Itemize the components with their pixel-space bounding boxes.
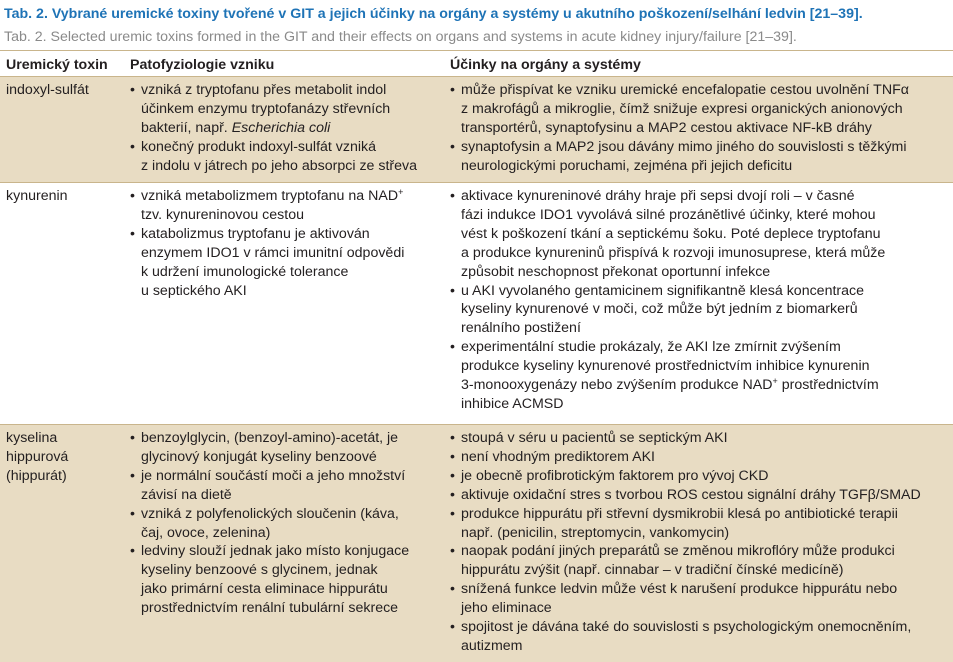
list-item-line: glycinový konjugát kyseliny benzoové [141, 448, 377, 465]
list-item-line: • naopak podání jiných preparátů se změnou mikroflóry může produkci [461, 543, 895, 560]
list-item [450, 486, 950, 505]
effects-list [450, 81, 950, 176]
table-title-english: Tab. 2. Selected uremic toxins formed in the GIT and their effects on organs and systems in acute kidney injury/failure [21–39]. [4, 29, 797, 45]
list-item-line: transportérů, synaptofysinu a MAP2 cestou aktivace NF-kB dráhy [461, 119, 872, 136]
list-item-line: z indolu v játrech po jeho absorpci ze střeva [141, 157, 418, 174]
list-item-line: jako primární cesta eliminace hippurátu [141, 581, 388, 598]
list-item-line: • aktivace kynureninové dráhy hraje při sepsi dvojí roli – v časné [461, 188, 855, 204]
list-item-line: hippurátu zvýšit (např. cinnabar – v tradiční čínské medicíně) [461, 562, 844, 579]
list-item-line: • u AKI vyvolaného gentamicinem signifikantně klesá koncentrace [461, 282, 864, 299]
list-item [130, 505, 442, 543]
list-item-line: • aktivuje oxidační stres s tvorbou ROS cestou signální dráhy TGFβ/SMAD [461, 486, 921, 503]
list-item-line: renálního postižení [461, 320, 581, 337]
list-item-line: z makrofágů a mikroglie, čímž snižuje expresi organických anionových [461, 100, 903, 117]
list-item-line: např. (penicilin, streptomycin, vankomycin) [461, 524, 730, 541]
toxin-name-line: indoxyl-sulfát [6, 82, 89, 98]
toxin-name [6, 81, 122, 100]
toxin-name-line: kyselina [6, 430, 58, 446]
list-item-line: enzymem IDO1 v rámci imunitní odpovědi [141, 244, 405, 261]
list-item [450, 81, 950, 138]
list-item [130, 138, 442, 176]
list-item [130, 467, 442, 505]
list-item-line: produkce kyseliny kynurenové prostřednictvím inhibice kynurenin [461, 358, 870, 375]
list-item-line: • konečný produkt indoxyl-sulfát vzniká [141, 138, 377, 155]
list-item-line: autizmem [461, 637, 523, 654]
list-item [450, 542, 950, 580]
list-item-line: bakterií, např. Escherichia coli [141, 119, 331, 136]
list-item-line: neurologickými poruchami, zejména při jejich deficitu [461, 157, 793, 174]
table-title-czech: Tab. 2. Vybrané uremické toxiny tvořené v GIT a jejich účinky na orgány a systémy u akutního poškození/selhání ledvin [21–39]. [4, 6, 863, 22]
list-item-line: čaj, ovoce, zelenina) [141, 524, 271, 541]
list-item-line: a produkce kynureninů přispívá k rozvoji imunosuprese, která může [461, 244, 886, 261]
list-item [130, 187, 442, 225]
list-item-line: fázi indukce IDO1 vyvolává silné prozánětlivé účinky, které mohou [461, 206, 876, 223]
list-item-line: způsobit neschopnost překonat oportunní infekce [461, 263, 771, 280]
effects-list [450, 429, 950, 656]
effects-cell [450, 81, 950, 176]
list-item-line: • benzoylglycin, (benzoyl-amino)-acetát, je [141, 430, 399, 446]
list-item-line: • může přispívat ke vzniku uremické encefalopatie cestou uvolnění TNFα [461, 82, 909, 98]
list-item-line: inhibice ACMSD [461, 395, 564, 412]
list-item [130, 81, 442, 138]
list-item-line: účinkem enzymu tryptofanázy střevních [141, 100, 391, 117]
effects-list [450, 187, 950, 414]
effects-cell [450, 187, 950, 414]
list-item-line: • stoupá v séru u pacientů se septickým AKI [461, 430, 728, 446]
list-item-line: • produkce hippurátu při střevní dysmikrobii klesá po antibiotické terapii [461, 505, 898, 522]
list-item-line: • vzniká z polyfenolických sloučenin (káva, [141, 505, 399, 522]
list-item [450, 429, 950, 448]
list-item [450, 448, 950, 467]
list-item-line: • katabolizmus tryptofanu je aktivován [141, 225, 370, 242]
list-item-line: prostřednictvím renální tubulární sekrece [141, 600, 399, 617]
list-item [450, 187, 950, 282]
list-item-line: jeho eliminace [461, 600, 552, 617]
list-item-line: • vzniká metabolizmem tryptofanu na NAD+ [141, 187, 404, 204]
pathophysiology-list [130, 429, 442, 618]
list-item-line: vést k poškození tkání a septickému šoku. Poté deplece tryptofanu [461, 225, 881, 242]
pathophysiology-list [130, 187, 442, 300]
list-item-line: • ledviny slouží jednak jako místo konjugace [141, 543, 410, 560]
col-header-effects: Účinky na orgány a systémy [450, 57, 641, 73]
list-item [130, 542, 442, 618]
list-item-line: kyseliny kynurenové v moči, což může být jedním z biomarkerů [461, 301, 858, 318]
list-item [450, 338, 950, 414]
toxin-name [6, 187, 122, 206]
col-header-pathophysiology: Patofyziologie vzniku [130, 57, 275, 73]
list-item [450, 282, 950, 339]
list-item-line: • vzniká z tryptofanu přes metabolit indol [141, 82, 387, 98]
list-item-line: u septického AKI [141, 282, 247, 299]
toxin-name-line: (hippurát) [6, 467, 67, 484]
list-item [450, 505, 950, 543]
list-item [130, 429, 442, 467]
list-item [450, 580, 950, 618]
pathophysiology-list [130, 81, 442, 176]
pathophysiology-cell [130, 187, 442, 300]
pathophysiology-cell [130, 81, 442, 176]
list-item [450, 467, 950, 486]
list-item-line: k udržení imunologické tolerance [141, 263, 349, 280]
toxin-name [6, 429, 122, 486]
list-item [130, 225, 442, 301]
toxin-name-line: kynurenin [6, 188, 68, 204]
header-divider [0, 50, 953, 51]
list-item-line: • je normální součástí moči a jeho množství [141, 467, 406, 484]
list-item-line: • spojitost je dávána také do souvislosti s psychologickým onemocněním, [461, 619, 912, 636]
list-item-line: kyseliny benzoové s glycinem, jednak [141, 562, 378, 579]
list-item [450, 138, 950, 176]
list-item-line: tzv. kynureninovou cestou [141, 206, 304, 223]
list-item-line: • experimentální studie prokázaly, že AKI lze zmírnit zvýšením [461, 339, 841, 356]
col-header-toxin: Uremický toxin [6, 57, 108, 73]
list-item-line: • je obecně profibrotickým faktorem pro vývoj CKD [461, 467, 769, 484]
effects-cell [450, 429, 950, 656]
list-item-line: • snížená funkce ledvin může vést k narušení produkce hippurátu nebo [461, 581, 898, 598]
list-item-line: závisí na dietě [141, 486, 232, 503]
toxin-name-line: hippurová [6, 448, 69, 465]
list-item-line: • synaptofysin a MAP2 jsou dávány mimo jiného do souvislosti s těžkými [461, 138, 907, 155]
list-item-line: • není vhodným prediktorem AKI [461, 448, 655, 465]
pathophysiology-cell [130, 429, 442, 618]
list-item [450, 618, 950, 656]
list-item-line: 3-monooxygenázy nebo zvýšením produkce NAD+ prostřednictvím [461, 376, 879, 394]
